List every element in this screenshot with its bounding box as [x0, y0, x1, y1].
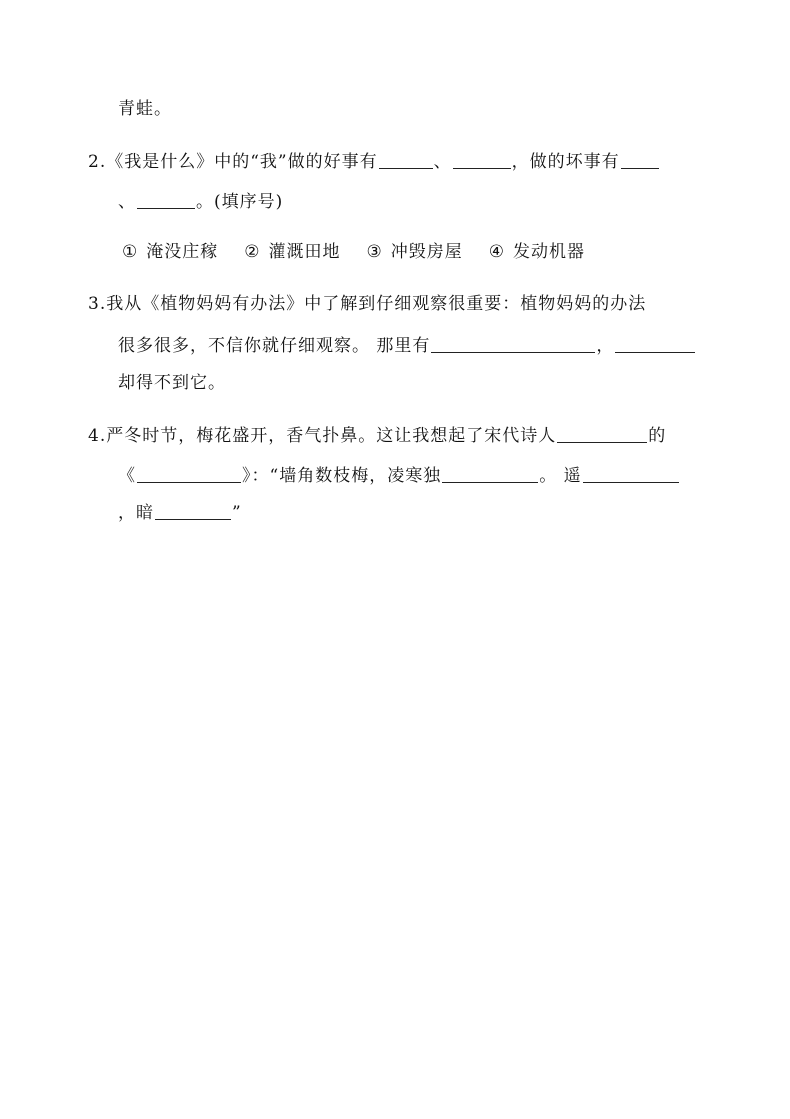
question-3-text-line-2a: 很多很多，不信你就仔细观察。 那里有	[118, 336, 431, 356]
question-4-text-line-3a: ，暗	[118, 503, 154, 523]
question-3-text-line-3: 却得不到它。	[118, 373, 226, 393]
question-4-line-3	[118, 501, 242, 524]
answer-blank[interactable]	[583, 464, 679, 483]
question-4-text-line-2c: 。 遥	[539, 466, 582, 486]
question-2-line-2	[118, 190, 283, 213]
question-4-number: 4.	[88, 426, 107, 446]
question-3-line-3	[118, 372, 226, 394]
question-3-text-line-1: 我从《植物妈妈有办法》中了解到仔细观察很重要：植物妈妈的办法	[106, 294, 647, 314]
answer-blank[interactable]	[137, 464, 241, 483]
question-4-line-2	[118, 464, 680, 487]
question-4-text-line-1a: 严冬时节，梅花盛开，香气扑鼻。这让我想起了宋代诗人	[106, 426, 557, 446]
question-2-separator-1: 、	[433, 152, 452, 172]
answer-blank[interactable]	[453, 150, 511, 169]
answer-blank[interactable]	[557, 424, 647, 443]
question-3-line-2	[118, 334, 696, 357]
question-2-separator-2: 、	[118, 192, 136, 212]
question-4-text-line-2b: 》：“墙角数枝梅，凌寒独	[242, 466, 442, 486]
question-2-text-part-3: 。(填序号)	[196, 192, 284, 212]
prev-question-tail	[118, 98, 172, 120]
answer-blank[interactable]	[379, 150, 433, 169]
answer-blank[interactable]	[431, 334, 595, 353]
option-marker: ①	[122, 242, 139, 262]
answer-blank[interactable]	[137, 190, 195, 209]
option-marker: ②	[244, 242, 261, 262]
option-text: 冲毁房屋	[390, 242, 463, 262]
question-2-line-1	[88, 150, 660, 173]
question-4-text-line-3b: ”	[232, 503, 242, 523]
option-marker: ③	[366, 242, 383, 262]
answer-blank[interactable]	[621, 150, 659, 169]
answer-blank[interactable]	[155, 501, 231, 520]
prev-question-tail-text: 青蛙。	[118, 99, 172, 119]
question-2-options	[122, 241, 611, 263]
option-text: 发动机器	[513, 242, 585, 262]
answer-blank[interactable]	[442, 464, 538, 483]
option-text: 灌溉田地	[268, 242, 341, 262]
question-4-text-line-2a: 《	[118, 466, 136, 486]
option-marker: ④	[488, 242, 505, 262]
question-3-number: 3.	[88, 294, 107, 314]
question-4-text-line-1b: 的	[648, 426, 667, 446]
option-3	[367, 241, 463, 263]
option-text: 淹没庄稼	[146, 242, 219, 262]
question-3-text-line-2b: ，	[596, 336, 615, 356]
question-2-number: 2.	[88, 152, 107, 172]
answer-blank[interactable]	[615, 334, 695, 353]
option-4	[489, 241, 585, 263]
question-4-line-1	[88, 424, 666, 447]
question-3-line-1	[88, 293, 646, 315]
question-2-text-part-1: 《我是什么》中的“我”做的好事有	[106, 152, 378, 172]
question-2-text-part-2: ，做的坏事有	[511, 152, 620, 172]
option-2	[244, 241, 340, 263]
option-1	[122, 241, 218, 263]
